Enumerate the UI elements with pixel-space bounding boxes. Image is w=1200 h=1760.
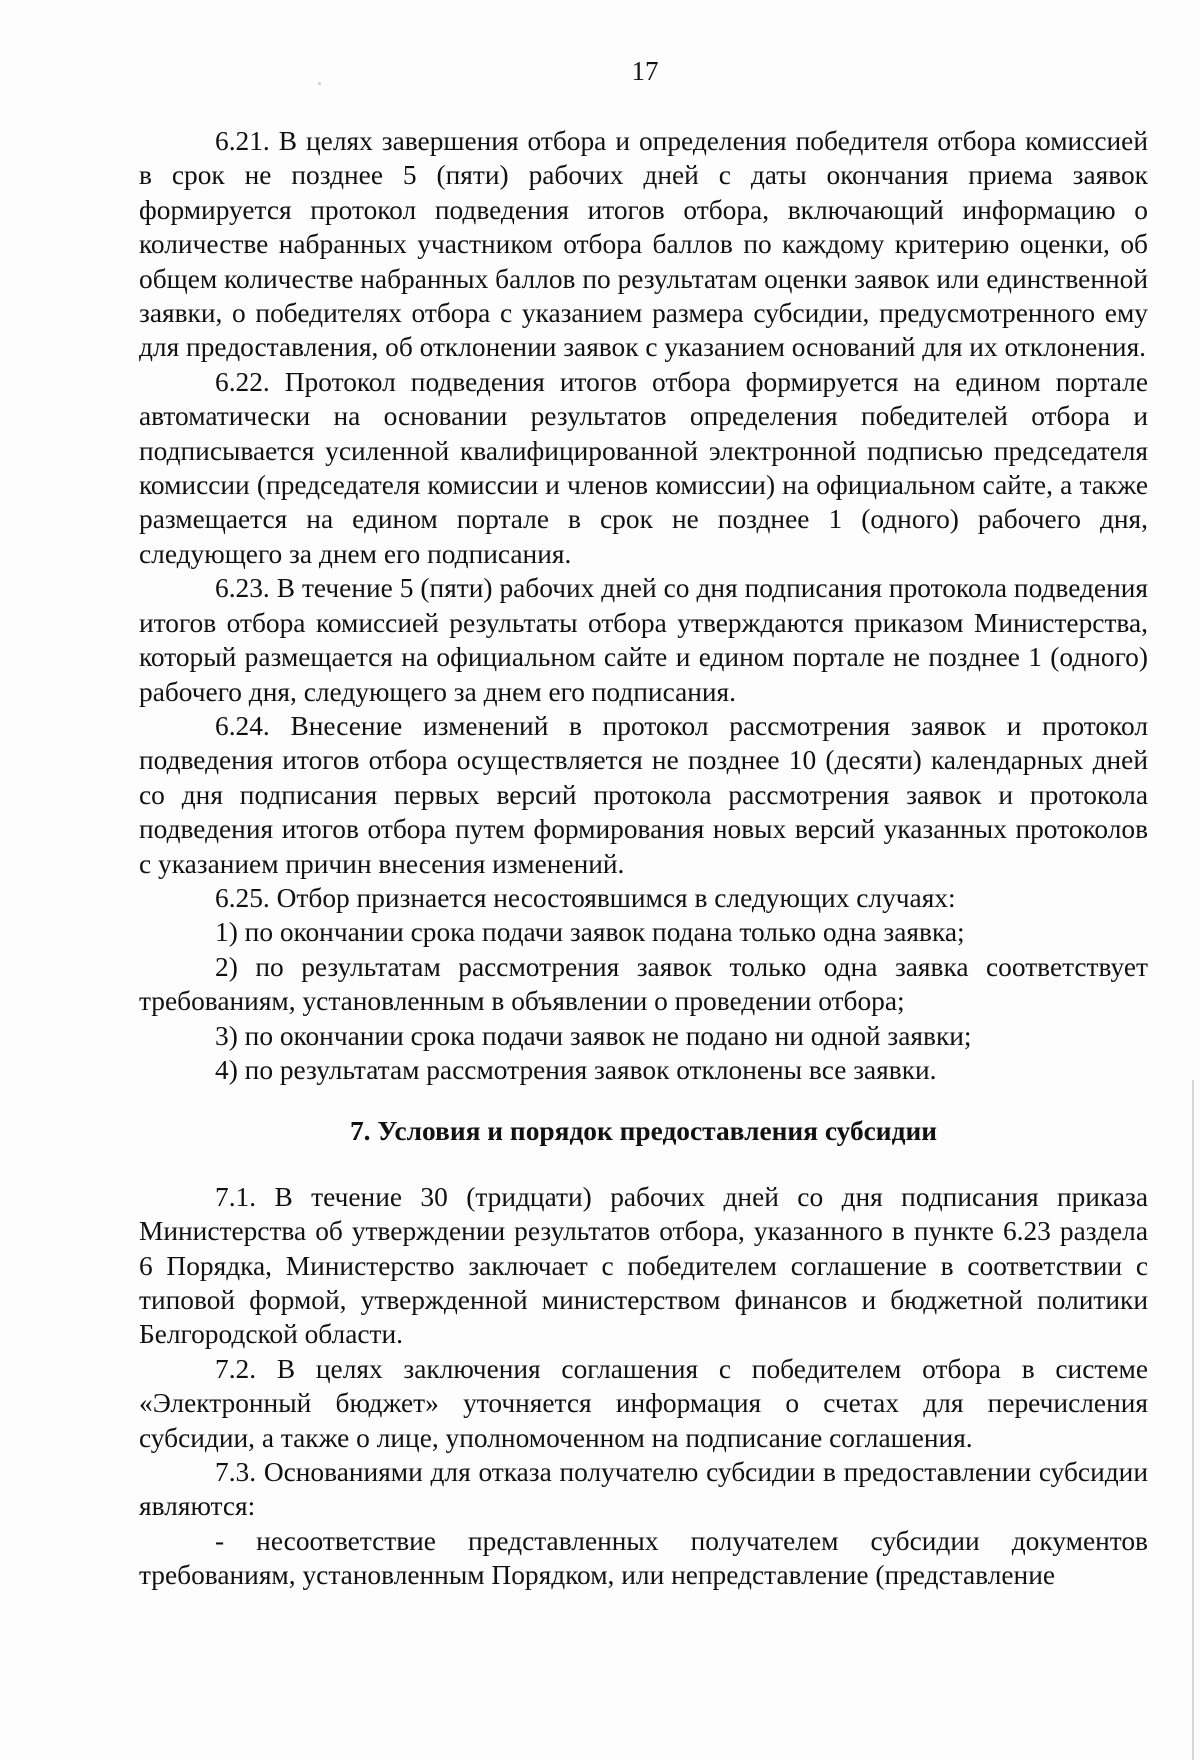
paragraph-6-25: 6.25. Отбор признается несостоявшимся в следующих случаях: <box>215 882 956 913</box>
document-body <box>139 124 1148 1593</box>
list-item-4: 4) по результатам рассмотрения заявок отклонены все заявки. <box>215 1054 937 1085</box>
paragraph-6-21: 6.21. В целях завершения отбора и определения победителя отбора комиссией в срок не позднее 5 (пяти) рабочих дней с даты окончания приема заявок формируется протокол подведения итогов отбора, включающий информацию о количестве набранных участником отбора баллов по каждому критерию оценки, об общем количестве набранных баллов по результатам оценки заявок или единственной заявки, о победителях отбора с указанием размера субсидии, предусмотренного ему для предоставления, об отклонении заявок с указанием оснований для их отклонения. <box>139 126 1148 363</box>
list-item-2: 2) по результатам рассмотрения заявок только одна заявка соответствует требованиям, установленным в объявлении о проведении отбора; <box>139 951 1148 1017</box>
list-item-1: 1) по окончании срока подачи заявок подана только одна заявка; <box>215 917 965 948</box>
page-number: 17 <box>631 56 659 86</box>
paragraph-7-2: 7.2. В целях заключения соглашения с победителем отбора в системе «Электронный бюджет» уточняется информация о счетах для перечисления субсидии, а также о лице, уполномоченном на подписание соглашения. <box>139 1353 1148 1453</box>
list-item-3: 3) по окончании срока подачи заявок не подано ни одной заявки; <box>215 1020 972 1051</box>
paragraph-6-24: 6.24. Внесение изменений в протокол рассмотрения заявок и протокол подведения итогов отбора осуществляется не позднее 10 (десяти) календарных дней со дня подписания первых версий протокола рассмотрения заявок и протокола подведения итогов отбора путем формирования новых версий указанных протоколов с указанием причин внесения изменений. <box>139 710 1148 879</box>
paragraph-7-1: 7.1. В течение 30 (тридцати) рабочих дней со дня подписания приказа Министерства об утверждении результатов отбора, указанного в пункте 6.23 раздела 6 Порядка, Министерство заключает с победителем соглашение в соответствии с типовой формой, утвержденной министерством финансов и бюджетной политики Белгородской области. <box>139 1181 1148 1350</box>
scan-edge-line <box>1192 1080 1194 1760</box>
bullet-item-1: - несоответствие представленных получателем субсидии документов требованиям, установленным Порядком, или непредставление (представление <box>139 1525 1148 1591</box>
paragraph-7-3: 7.3. Основаниями для отказа получателю субсидии в предоставлении субсидии являются: <box>139 1457 1148 1522</box>
section-7-heading: 7. Условия и порядок предоставления субсидии <box>349 1116 938 1147</box>
paragraph-6-23: 6.23. В течение 5 (пяти) рабочих дней со дня подписания протокола подведения итогов отбора комиссией результаты отбора утверждаются приказом Министерства, который размещается на официальном сайте и едином портале не позднее 1 (одного) рабочего дня, следующего за днем его подписания. <box>139 573 1148 707</box>
paragraph-6-22: 6.22. Протокол подведения итогов отбора формируется на едином портале автоматически на основании результатов определения победителей отбора и подписывается усиленной квалифицированной электронной подписью председателя комиссии (председателя комиссии и членов комиссии) на официальном сайте, а также размещается на едином портале в срок не позднее 1 (одного) рабочего дня, следующего за днем его подписания. <box>139 366 1148 569</box>
